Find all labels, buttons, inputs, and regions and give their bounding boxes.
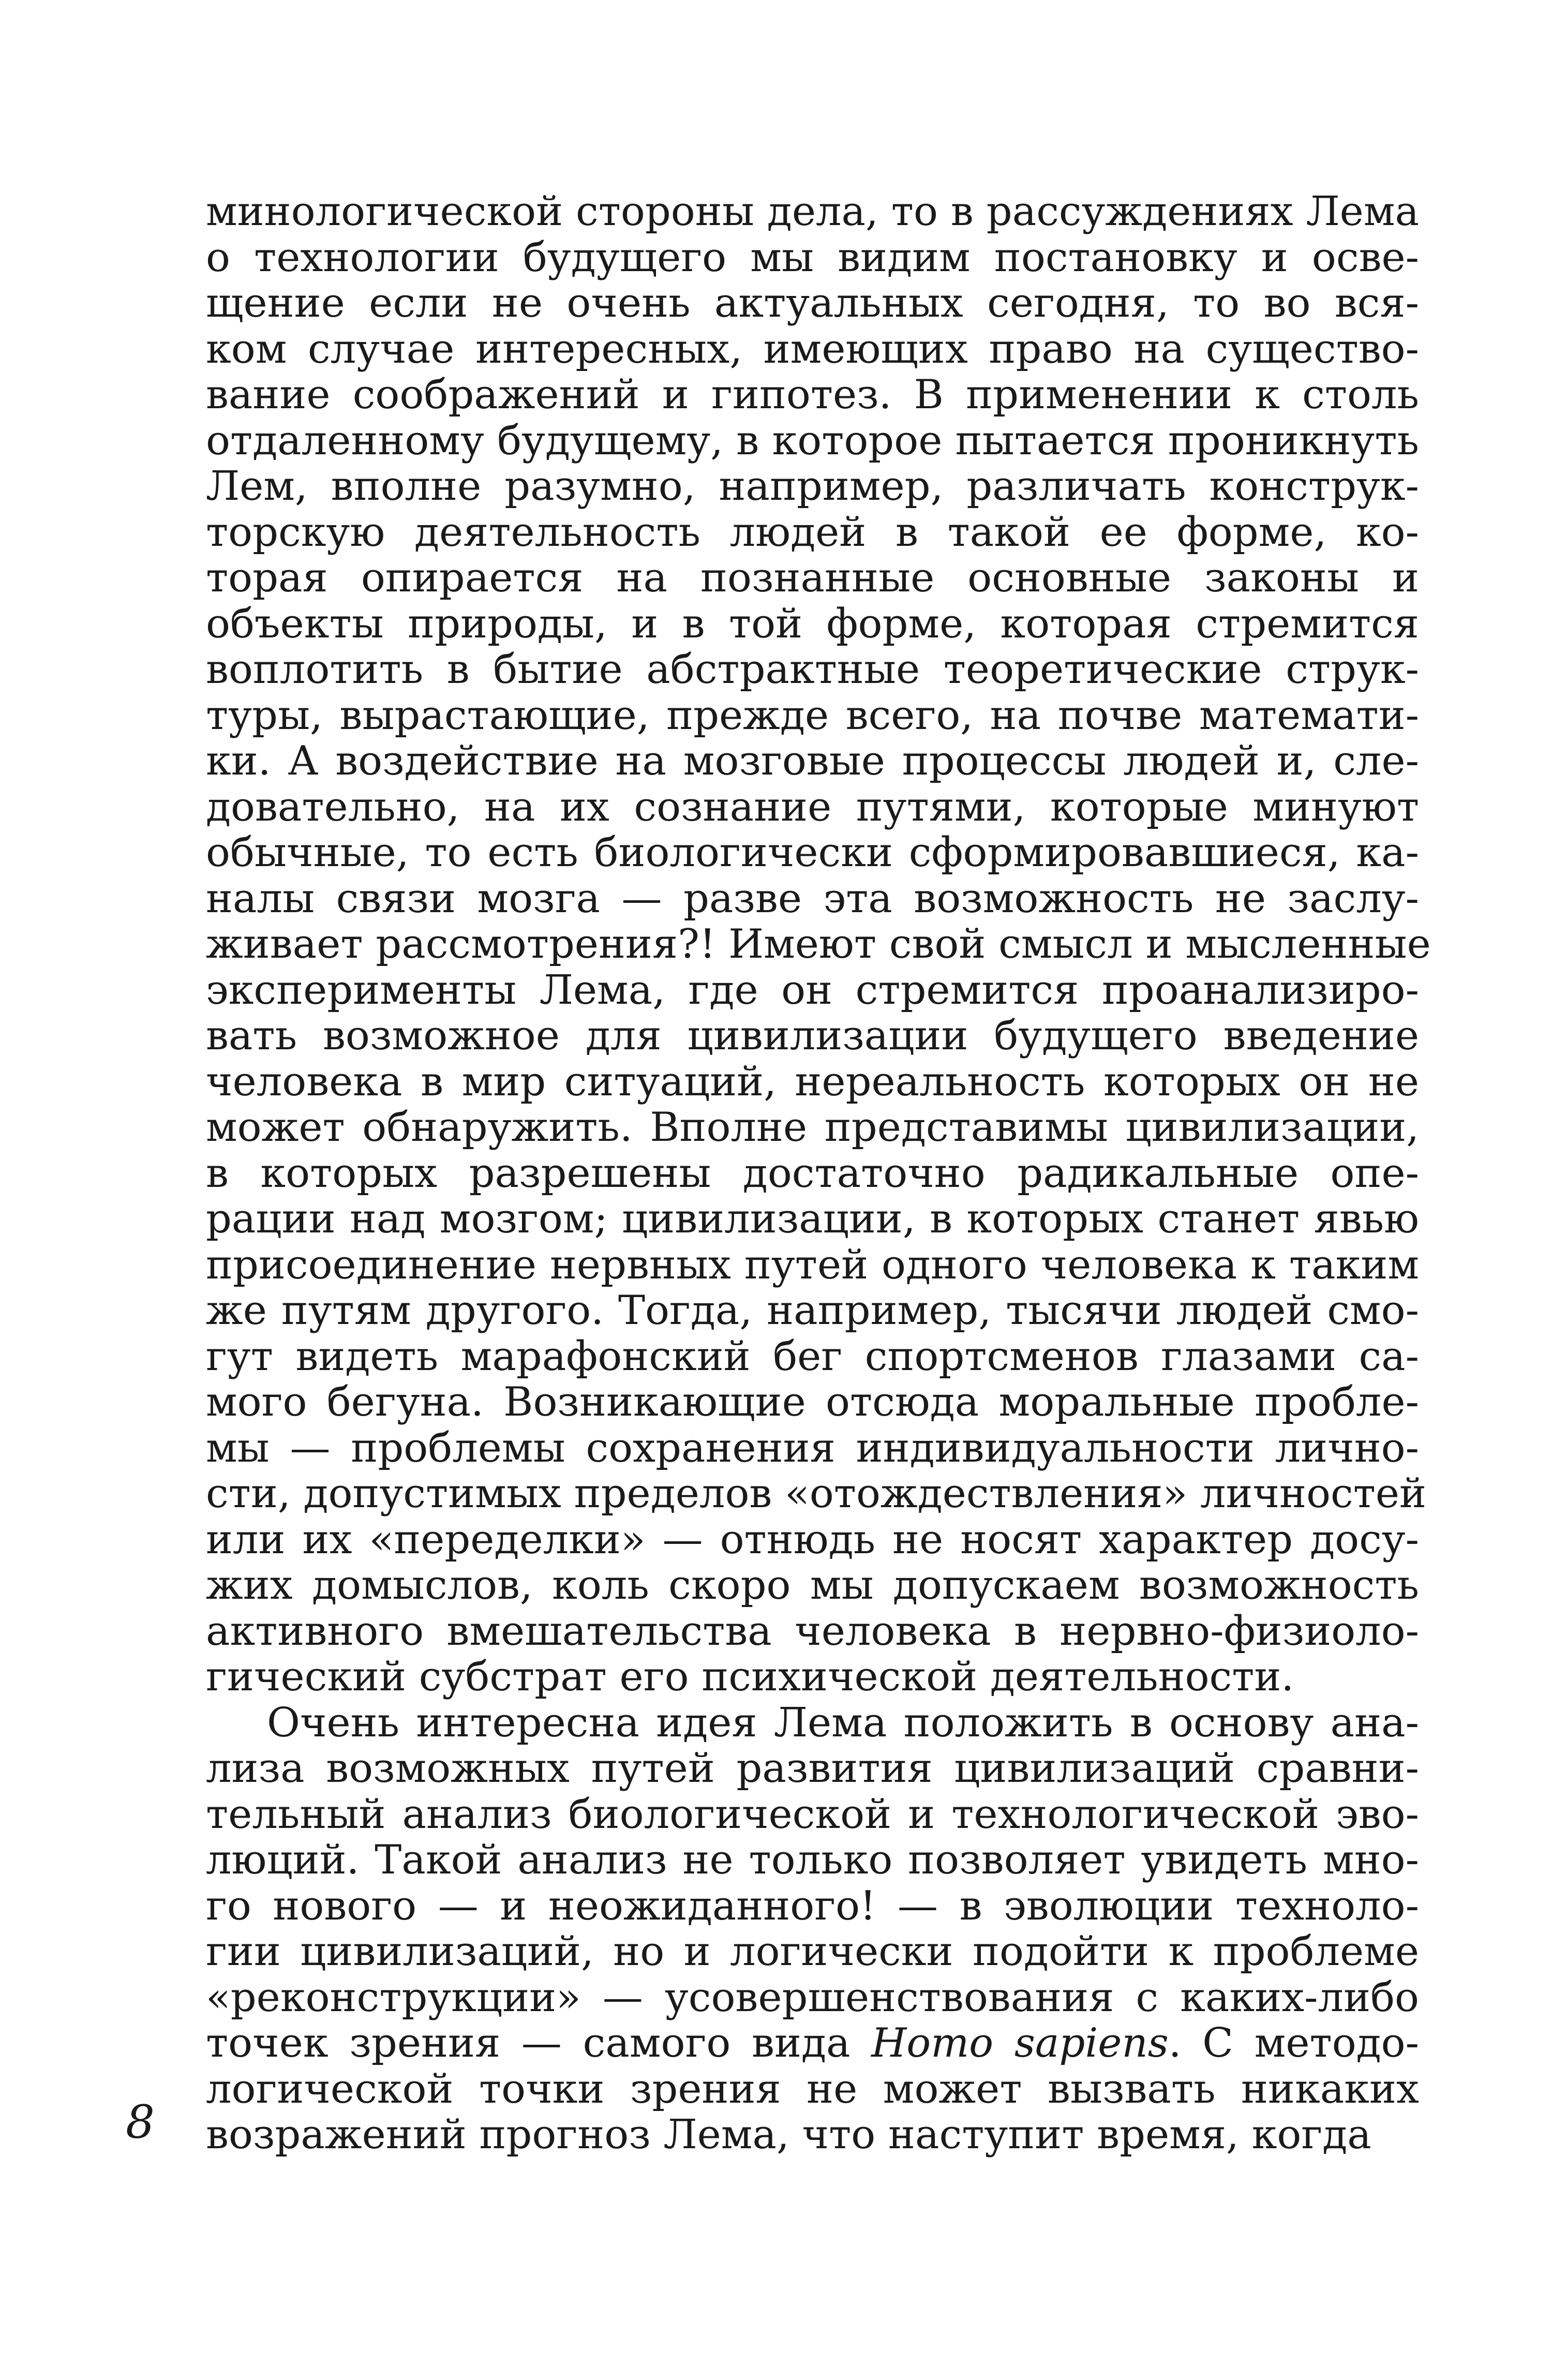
paragraph-2 xyxy=(206,1700,1419,2158)
text-line: мы — проблемы сохранения индивидуальности лично- xyxy=(206,1424,1419,1471)
text-line: мого бегуна. Возникающие отсюда моральные пробле- xyxy=(206,1379,1419,1425)
italic-term: Homo sapiens xyxy=(871,2020,1169,2066)
text-line: объекты природы, и в той форме, которая стремится xyxy=(206,600,1419,647)
text-line: или их «переделки» — отнюдь не носят характер досу- xyxy=(206,1516,1419,1563)
text-line: эксперименты Лема, где он стремится проанализиро- xyxy=(206,966,1419,1014)
text-line: возражений прогноз Лема, что наступит время, когда xyxy=(206,2111,1371,2158)
text-line: довательно, на их сознание путями, которые минуют xyxy=(206,783,1419,830)
text-line: жих домыслов, коль скоро мы допускаем возможность xyxy=(206,1562,1419,1609)
text-fragment: . С методо- xyxy=(1168,2020,1419,2066)
text-line: торскую деятельность людей в такой ее форме, ко- xyxy=(206,509,1419,556)
text-line: вать возможное для цивилизации будущего введение xyxy=(206,1013,1419,1059)
text-line: ком случае интересных, имеющих право на существо- xyxy=(206,325,1419,373)
text-line: рации над мозгом; цивилизации, в которых станет явью xyxy=(206,1196,1419,1242)
text-line: присоединение нервных путей одного человека к таким xyxy=(206,1241,1419,1288)
text-line: о технологии будущего мы видим постановку и осве- xyxy=(206,234,1419,281)
text-line: гут видеть марафонский бег спортсменов глазами са- xyxy=(206,1333,1419,1380)
text-line: активного вмешательства человека в нервно-физиоло- xyxy=(206,1608,1419,1655)
text-line: налы связи мозга — разве эта возможность не заслу- xyxy=(206,875,1419,922)
text-line: человека в мир ситуаций, нереальность которых он не xyxy=(206,1058,1419,1105)
text-line: живает рассмотрения?! Имеют свой смысл и мысленные xyxy=(206,921,1431,968)
text-line: люций. Такой анализ не только позволяет увидеть мно- xyxy=(206,1837,1419,1883)
text-line: может обнаружить. Вполне представимы цивилизации, xyxy=(206,1104,1419,1151)
text-line: «реконструкции» — усовершенствования с каких-либо xyxy=(206,1974,1419,2021)
text-line: обычные, то есть биологически сформировавшиеся, ка- xyxy=(206,829,1419,876)
text-line: щение если не очень актуальных сегодня, то во вся- xyxy=(206,280,1419,326)
text-line: же путям другого. Тогда, например, тысячи людей смо- xyxy=(206,1287,1419,1334)
text-line: сти, допустимых пределов «отождествления» личностей xyxy=(206,1470,1427,1517)
text-line: лиза возможных путей развития цивилизаций сравни- xyxy=(206,1745,1419,1792)
text-line: го нового — и неожиданного! — в эволюции техноло- xyxy=(206,1882,1419,1929)
text-line: минологической стороны дела, то в рассуждениях Лема xyxy=(206,188,1419,235)
page-number: 8 xyxy=(126,2095,155,2149)
text-line: Очень интересна идея Лема положить в основу ана- xyxy=(267,1699,1419,1746)
text-line: туры, вырастающие, прежде всего, на почве математи- xyxy=(206,692,1419,739)
text-line: Лем, вполне разумно, например, различать конструк- xyxy=(206,463,1419,510)
text-fragment: точек зрения — самого вида xyxy=(206,2020,872,2066)
paragraph-1 xyxy=(206,188,1431,1700)
text-line: тельный анализ биологической и технологической эво- xyxy=(206,1791,1419,1838)
text-line: ки. А воздействие на мозговые процессы людей и, сле- xyxy=(206,738,1419,784)
body-text xyxy=(206,188,1431,2158)
text-line: логической точки зрения не может вызвать никаких xyxy=(206,2065,1419,2113)
text-line: отдаленному будущему, в которое пытается проникнуть xyxy=(206,417,1419,464)
text-line: гический субстрат его психической деятельности. xyxy=(206,1654,1294,1700)
text-line: в которых разрешены достаточно радикальные опе- xyxy=(206,1150,1419,1197)
text-line xyxy=(206,2020,1419,2066)
text-line: гии цивилизаций, но и логически подойти к проблеме xyxy=(206,1928,1419,1975)
text-line: торая опирается на познанные основные законы и xyxy=(206,555,1419,601)
text-line: воплотить в бытие абстрактные теоретические струк- xyxy=(206,646,1419,693)
text-line: вание соображений и гипотез. В применении к столь xyxy=(206,371,1419,418)
